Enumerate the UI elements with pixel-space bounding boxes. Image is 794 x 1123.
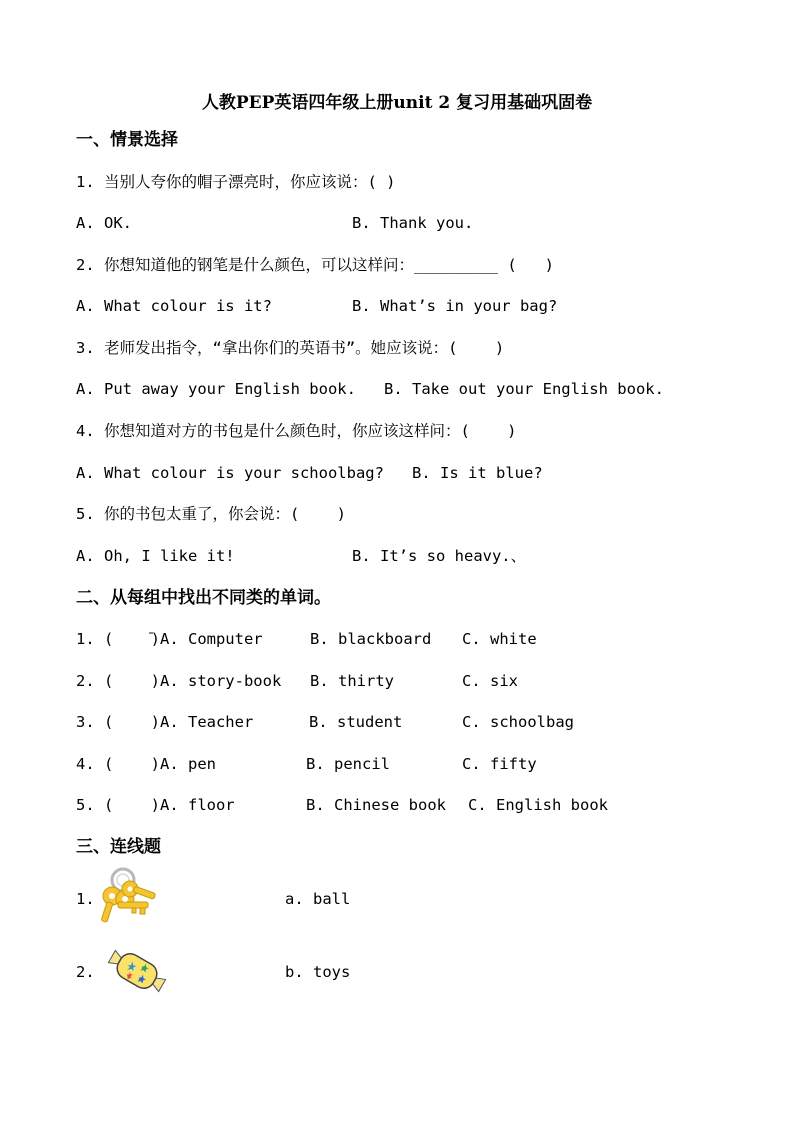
- option-4b: B. Is it blue?: [412, 464, 543, 482]
- group-row-4-a: 4. ( )A. pen: [76, 755, 216, 773]
- match-item-1-number: 1.: [76, 890, 95, 908]
- question-3: 3. 老师发出指令，“拿出你们的英语书”。她应该说：( ): [76, 339, 505, 357]
- match-word-b: b. toys: [285, 963, 351, 981]
- section2-heading: 二、从每组中找出不同类的单词。: [76, 588, 331, 608]
- option-2a: A. What colour is it?: [76, 297, 272, 315]
- section3-heading: 三、连线题: [76, 837, 161, 857]
- option-1b: B. Thank you.: [352, 214, 474, 232]
- group-row-1-a: 1. ( )A. Computer: [76, 630, 263, 648]
- group-row-4-b: B. pencil: [306, 755, 390, 773]
- question-5: 5. 你的书包太重了，你会说：( ): [76, 505, 346, 523]
- match-item-2-number: 2.: [76, 963, 95, 981]
- group-row-2-a: 2. ( )A. story-book: [76, 672, 282, 690]
- match-word-a: a. ball: [285, 890, 351, 908]
- candy-icon: [106, 940, 168, 1002]
- option-3b: B. Take out your English book.: [384, 380, 664, 398]
- group-row-5-b: B. Chinese book: [306, 796, 446, 814]
- option-2b: B. What’s in your bag?: [352, 297, 558, 315]
- question-2: 2. 你想知道他的钢笔是什么颜色，可以这样问：_________ ( ): [76, 256, 554, 274]
- group-row-1-c: C. white: [462, 630, 537, 648]
- option-3a: A. Put away your English book.: [76, 380, 356, 398]
- option-1a: A. OK.: [76, 214, 132, 232]
- group-row-3-c: C. schoolbag: [462, 713, 574, 731]
- section1-heading: 一、情景选择: [76, 130, 178, 150]
- group-row-3-b: B. student: [309, 713, 403, 731]
- group-row-1-b: B. blackboard: [310, 630, 432, 648]
- group-row-5-c: C. English book: [468, 796, 608, 814]
- option-4a: A. What colour is your schoolbag?: [76, 464, 384, 482]
- option-5a: A. Oh, I like it!: [76, 547, 235, 565]
- group-row-3-a: 3. ( )A. Teacher: [76, 713, 254, 731]
- question-1: 1. 当别人夸你的帽子漂亮时，你应该说：( ): [76, 173, 396, 191]
- group-row-5-a: 5. ( )A. floor: [76, 796, 235, 814]
- group-row-4-c: C. fifty: [462, 755, 537, 773]
- group-row-2-b: B. thirty: [310, 672, 394, 690]
- option-5b: B. It’s so heavy.、: [352, 547, 527, 565]
- page-title: 人教PEP英语四年级上册unit 2 复习用基础巩固卷: [201, 93, 593, 113]
- keys-icon: [90, 866, 160, 926]
- group-row-2-c: C. six: [462, 672, 518, 690]
- question-4: 4. 你想知道对方的书包是什么颜色时，你应该这样问：( ): [76, 422, 517, 440]
